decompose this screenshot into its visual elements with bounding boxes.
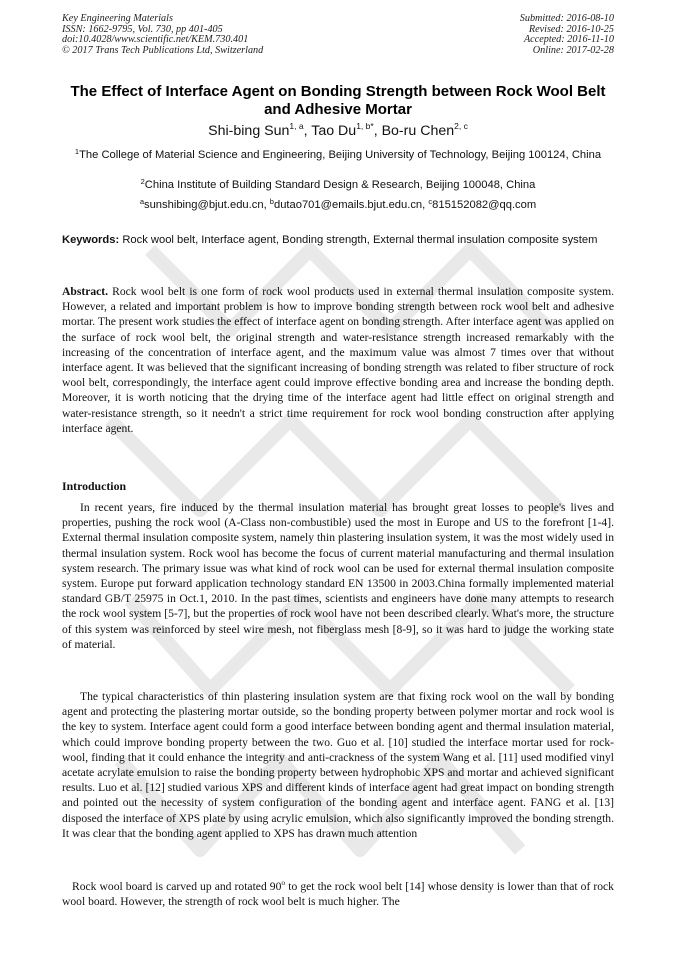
intro-paragraph-2: The typical characteristics of thin plastering insulation system are that fixing rock wool on the wall by bonding agent and protecting the plastering mortar outside, so the bonding property between polymer mortar and rock wool is the key to system. Interface agent could form a good interface between bonding agent and thermal insulation material, which could improve bonding property between the two. Guo et al. [10] studied the interface mortar used for rock-wool, finding that it could enhance the integrity and anti-crackness of the system Wang et al. [11] used modified vinyl acetate acrylate emulsion to raise the bonding property between hydrophobic XPS and mortar and achieved significant results. Luo et al. [12] studied various XPS and different kinds of interface agent had great impact on bonding strength and pointed out the necessity of system configuration of the bonding agent and interface agent. FANG et al. [13] disposed the interface of XPS plate by using acrylic emulsion, which also significantly improved the bonding strength. It was clear that the bonding agent applied to XPS has drawn much attention	[62, 690, 614, 840]
affiliation-2	[62, 178, 614, 193]
revised-date: Revised: 2016-10-25	[528, 23, 614, 35]
paper-title: The Effect of Interface Agent on Bonding Strength between Rock Wool Belt and Adhesive Mortar	[70, 83, 606, 118]
author-name: Bo-ru Chen	[381, 123, 455, 139]
affiliation-marker: 2	[140, 177, 145, 186]
online-date: Online: 2017-02-28	[532, 44, 614, 56]
abstract-label: Abstract.	[62, 285, 109, 298]
paragraph-text: Rock wool board is carved up and rotated 90	[72, 880, 282, 893]
accepted-date: Accepted: 2016-11-10	[523, 34, 614, 46]
copyright-line: © 2017 Trans Tech Publications Ltd, Switzerland	[62, 44, 264, 56]
intro-paragraph-3	[62, 879, 614, 909]
paragraph-text: to get the rock wool belt [14] whose density is lower than that of rock wool board. However, the strength of rock wool belt is much higher. The	[62, 880, 614, 909]
keywords-block	[62, 233, 614, 248]
author-affiliation-marker: 1, a	[289, 121, 304, 131]
issn-line: ISSN: 1662-9795, Vol. 730, pp 401-405	[62, 23, 223, 35]
keywords-label: Keywords:	[62, 234, 120, 246]
email-marker: a	[139, 197, 144, 206]
journal-name: Key Engineering Materials	[62, 13, 173, 24]
email-address[interactable]: sunshibing@bjut.edu.cn	[143, 199, 264, 211]
abstract-block	[62, 284, 614, 436]
header-right	[520, 14, 614, 56]
author-name: Tao Du	[311, 123, 357, 139]
email-address[interactable]: dutao701@emails.bjut.edu.cn	[273, 199, 423, 211]
email-line: $^a$sunshibing@bjut.edu.cn, $^b$dutao701@emails.bjut.edu.cn, $^c$815152082@qq.com	[139, 197, 537, 211]
affiliation-marker: 1	[74, 147, 80, 156]
submitted-date: Submitted: 2016-08-10	[519, 13, 614, 24]
affiliation-text: The College of Material Science and Engineering, Beijing University of Technology, Beijing 100124, China	[79, 149, 602, 161]
author-list: Shi-bing Sun$^{1, a}$, Tao $Du^{1, b*}$, Bo-ru Chen$^{2, c}$	[208, 121, 468, 139]
author-affiliation-marker: 2, c	[454, 121, 468, 131]
affiliation-1	[62, 148, 614, 163]
abstract-text: Rock wool belt is one form of rock wool products used in external thermal insulation composite system. However, a related and important problem is how to improve bonding strength between rock wool belt and adhesive mortar. The present work studies the effect of interface agent on bonding strength. After interface agent was applied on the surface of rock wool belt, the original strength and water-resistance strength increased remarkably with the increasing of the concentration of interface agent, and the maximum value was almost 7 times over that without interface agent. It was believed that the significant increasing of bonding strength was related to fiber structure of rock wool belt, correspondingly, the interface agent could improve effective bonding area and increase the bonding depth. Moreover, it is worth noticing that the drying time of the interface agent had little effect on original strength and water-resistance strength, so it needn't a strict time requirement for rock wool bonding construction after applying interface agent.	[62, 285, 614, 435]
author-name: Shi-bing Sun	[208, 123, 290, 139]
intro-paragraph-1: In recent years, fire induced by the thermal insulation material has brought great losses to people's lives and properties, pushing the rock wool (A-Class non-combustible) used the most in Europe and US to the forefront [1-4]. External thermal insulation composite system, namely thin plastering insulation system, it was the most widely used in thermal insulation system. Rock wool has become the focus of current material manufacturing and thermal insulation system research. The primary issue was what kind of rock wool can be used for external thermal insulation composite system. Europe put forward application technology standard EN 13500 in 2003.China formally implemented material standard GB/T 25975 in Oct.1, 2010. In the past times, scientists and engineers have done many attempts to research the rock wool system [5-7], but the properties of rock wool have not been described clearly. What's more, the structure of this system was reinforced by steel wire mesh, not fiberglass mesh [8-9], so it was hard to judge the working state of material.	[62, 501, 614, 651]
author-affiliation-marker: 1, b*	[356, 121, 374, 131]
degree-marker: o	[281, 878, 286, 887]
doi-line: doi:10.4028/www.scientific.net/KEM.730.401	[62, 34, 249, 46]
email-marker: c	[428, 197, 433, 206]
header-left	[62, 14, 263, 56]
introduction-heading: Introduction	[62, 479, 127, 493]
keywords-text: Rock wool belt, Interface agent, Bonding strength, External thermal insulation composite system	[122, 234, 598, 246]
email-marker: b	[269, 197, 274, 206]
email-address[interactable]: 815152082@qq.com	[432, 199, 537, 211]
affiliation-text: China Institute of Building Standard Design & Research, Beijing 100048, China	[144, 179, 536, 191]
